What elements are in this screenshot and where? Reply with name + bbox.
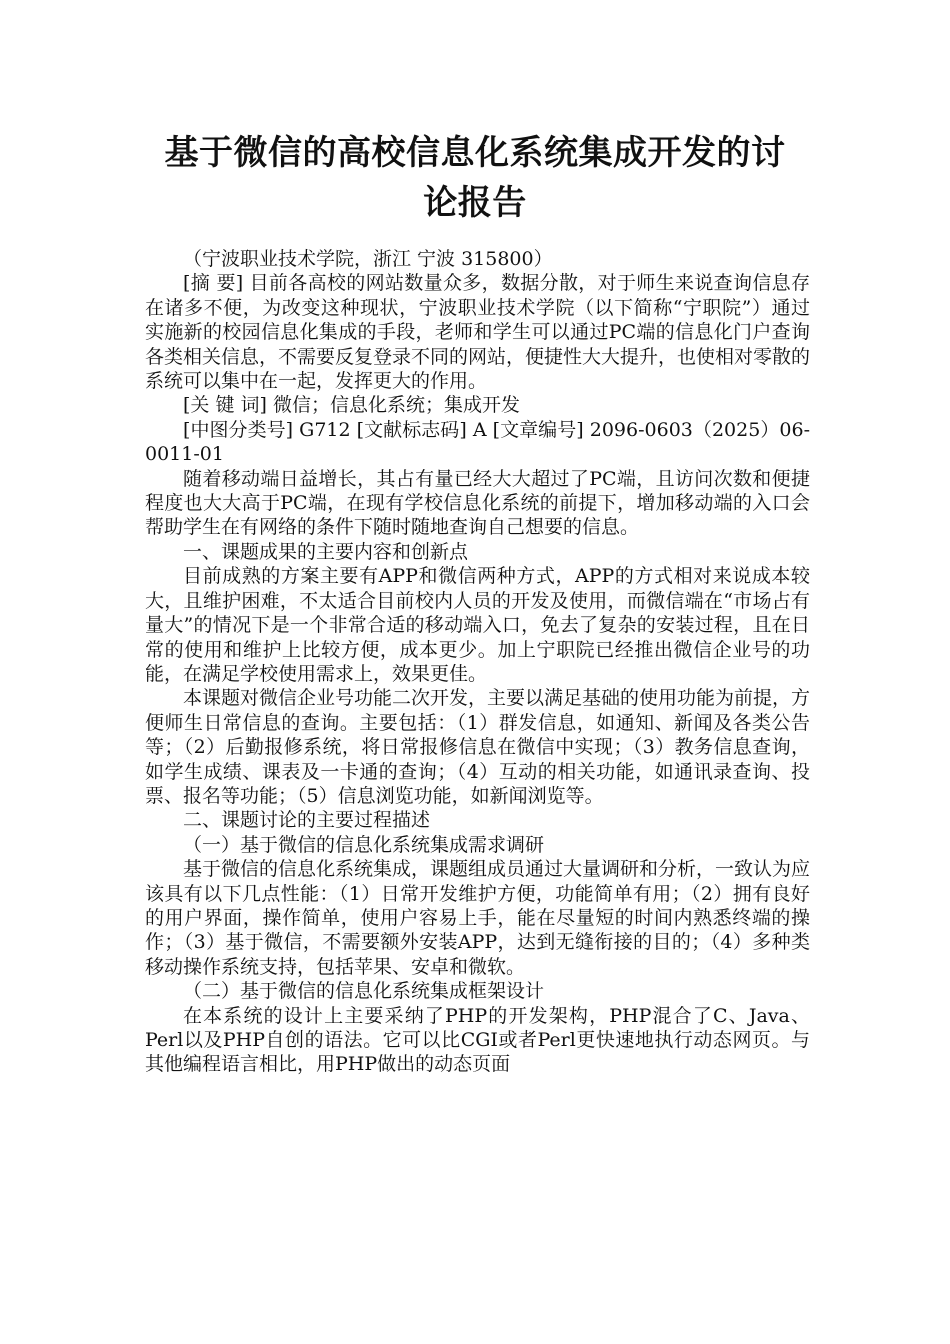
classification-codes: [中图分类号] G712 [文献标志码] A [文章编号] 2096-0603（2025）06-0011-01: [145, 418, 810, 466]
section-heading-1: 一、课题成果的主要内容和创新点: [183, 540, 469, 563]
title-line-1: 基于微信的高校信息化系统集成开发的讨: [164, 133, 786, 173]
body-paragraph: 本课题对微信企业号功能二次开发，主要以满足基础的使用功能为前提，方便师生日常信息的查询。主要包括：（1）群发信息，如通知、新闻及各类公告等；（2）后勤报修系统，将日常报修信息在微信中实现；（3）教务信息查询，如学生成绩、课表及一卡通的查询；（4）互动的相关功能，如通讯录查询、投票、报名等功能；（5）信息浏览功能，如新闻浏览等。: [145, 687, 811, 807]
title-line-2: 论报告: [423, 183, 527, 223]
document-title: [120, 128, 830, 228]
affiliation: （宁波职业技术学院，浙江 宁波 315800）: [183, 248, 553, 270]
abstract: [摘 要] 目前各高校的网站数量众多，数据分散，对于师生来说查询信息存在诸多不便，为改变这种现状，宁波职业技术学院（以下简称“宁职院”）通过实施新的校园信息化集成的手段，老师和学生可以通过PC端的信息化门户查询各类相关信息，不需要反复登录不同的网站，便捷性大大提升，也使相对零散的系统可以集中在一起，发挥更大的作用。: [145, 272, 811, 393]
body-paragraph: 目前成熟的方案主要有APP和微信两种方式，APP的方式相对来说成本较大，且维护困难，不太适合目前校内人员的开发及使用，而微信端在“市场占有量大”的情况下是一个非常合适的移动端入口，免去了复杂的安装过程，且在日常的使用和维护上比较方便，成本更少。加上宁职院已经推出微信企业号的功能，在满足学校使用需求上，效果更佳。: [145, 565, 810, 685]
body-paragraph: 基于微信的信息化系统集成，课题组成员通过大量调研和分析，一致认为应该具有以下几点性能：（1）日常开发维护方便，功能简单有用；（2）拥有良好的用户界面，操作简单，使用户容易上手，能在尽量短的时间内熟悉终端的操作；（3）基于微信，不需要额外安装APP，达到无缝衔接的目的；（4）多种类移动操作系统支持，包括苹果、安卓和微软。: [145, 858, 811, 978]
subsection-heading-2: （二）基于微信的信息化系统集成框架设计: [183, 980, 545, 1003]
document-body: [145, 247, 810, 1077]
section-heading-2: 二、课题讨论的主要过程描述: [183, 809, 431, 832]
intro-paragraph: 随着移动端日益增长，其占有量已经大大超过了PC端，且访问次数和便捷程度也大大高于PC端，在现有学校信息化系统的前提下，增加移动端的入口会帮助学生在有网络的条件下随时随地查询自己想要的信息。: [145, 467, 810, 539]
subsection-heading-1: （一）基于微信的信息化系统集成需求调研: [183, 833, 545, 856]
keywords: [关 键 词] 微信；信息化系统；集成开发: [183, 394, 520, 417]
body-paragraph: 在本系统的设计上主要采纳了PHP的开发架构，PHP混合了C、Java、Perl以及PHP自创的语法。它可以比CGI或者Perl更快速地执行动态网页。与其他编程语言相比，用PHP做出的动态页面: [145, 1004, 810, 1076]
